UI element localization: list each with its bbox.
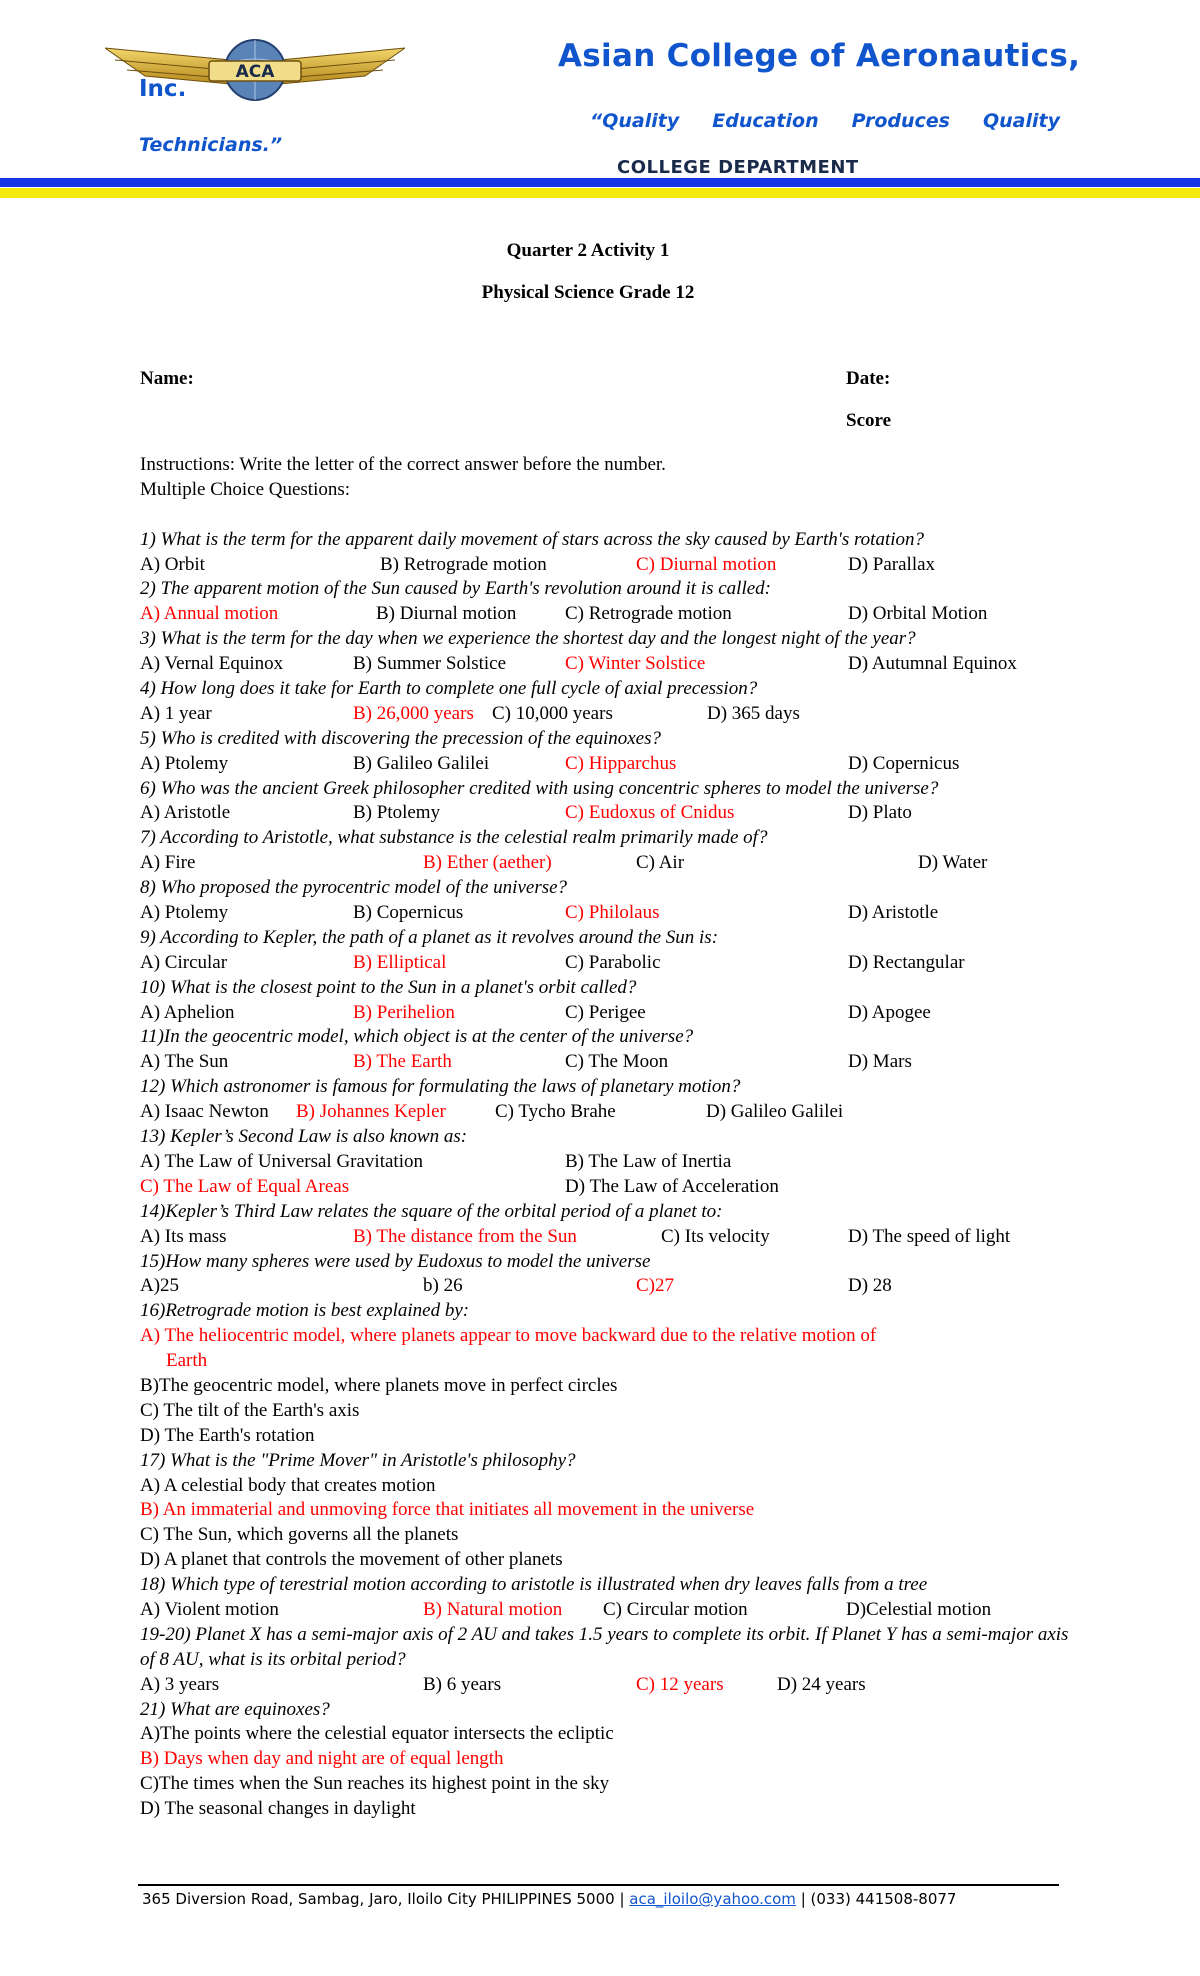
choices-12 [140,1100,1080,1125]
question-12: 12) Which astronomer is famous for formulating the laws of planetary motion? [140,1076,741,1098]
choice-a: A) Violent motion [140,1598,279,1620]
choice-a: A) A celestial body that creates motion [140,1474,436,1496]
choice-a: A) Ptolemy [140,752,229,774]
question-5: 5) Who is credited with discovering the precession of the equinoxes? [140,727,661,749]
header-band-blue [0,178,1200,187]
choice-b-correct: B) The Earth [353,1051,452,1073]
choice-a: A) Aphelion [140,1001,235,1023]
section-heading: Multiple Choice Questions: [140,478,351,500]
choices-13a [140,1150,1080,1175]
choices-3 [140,652,1080,677]
choices-9 [140,951,1080,976]
slogan-word: “Quality [590,110,680,132]
footer-email-link[interactable]: aca_iloilo@yahoo.com [629,1890,796,1908]
question-1: 1) What is the term for the apparent daily movement of stars across the sky caused by Earth's rotation? [140,528,925,550]
question-2: 2) The apparent motion of the Sun caused by Earth's revolution around it is called: [140,578,771,600]
choice-d: D)Celestial motion [846,1598,992,1620]
choice-d: D) The seasonal changes in daylight [140,1798,416,1820]
choice-a: A) Ptolemy [140,902,229,924]
question-17: 17) What is the "Prime Mover" in Aristotle's philosophy? [140,1449,576,1471]
choice-a-continuation: Earth [166,1350,208,1372]
choices-13b [140,1175,1080,1200]
choice-c: C) Circular motion [603,1598,748,1620]
question-7: 7) According to Aristotle, what substance is the celestial realm primarily made of? [140,827,768,849]
choice-b-correct: B) Natural motion [423,1598,563,1620]
choice-d: D) Copernicus [848,752,960,774]
choice-d: D) Parallax [848,553,936,575]
choices-15 [140,1274,1080,1299]
slogan-word: Education [712,110,819,132]
question-11: 11)In the geocentric model, which object is at the center of the universe? [140,1026,694,1048]
name-label: Name: [140,368,194,389]
question-9: 9) According to Kepler, the path of a planet as it revolves around the Sun is: [140,926,719,948]
choice-d: D) A planet that controls the movement of other planets [140,1549,563,1571]
choice-d: D) Plato [848,802,912,824]
question-19-20: 19-20) Planet X has a semi-major axis of 2 AU and takes 1.5 years to complete its orbit. If Planet Y has a semi-major axis of 8 AU, what is its orbital period? [140,1623,1069,1670]
choices-11 [140,1050,1080,1075]
choice-c-correct: C) Hipparchus [565,752,677,774]
choice-c-correct: C) Philolaus [565,902,660,924]
choice-b: B) Summer Solstice [353,653,507,675]
choice-d: D) Galileo Galilei [706,1101,844,1123]
choices-6 [140,801,1080,826]
footer [142,1890,956,1908]
choice-d: D) 28 [848,1275,892,1297]
choice-c: C) Perigee [565,1001,646,1023]
choices-19-20 [140,1673,1080,1698]
instructions: Instructions: Write the letter of the correct answer before the number. [140,454,666,475]
date-label: Date: [846,368,891,389]
choice-a: A) Its mass [140,1225,227,1247]
choice-d: D) 365 days [707,702,800,724]
choice-d: D) Autumnal Equinox [848,653,1017,675]
choice-b-correct: B) Days when day and night are of equal length [140,1748,504,1770]
department-label: COLLEGE DEPARTMENT [617,157,859,178]
choice-d: D) Aristotle [848,902,939,924]
choice-c: C)The times when the Sun reaches its highest point in the sky [140,1773,610,1795]
choice-c: C) 10,000 years [492,702,613,724]
choice-b: B) Retrograde motion [380,553,547,575]
choice-a: A) Aristotle [140,802,231,824]
slogan-word: Produces [851,110,950,132]
footer-phone: | (033) 441508-8077 [795,1890,957,1908]
choice-d: D) 24 years [777,1673,866,1695]
choice-c-correct: C) Winter Solstice [565,653,706,675]
choice-b-correct: B) Ether (aether) [423,852,552,874]
choice-c: C) Retrograde motion [565,603,732,625]
subject-title: Physical Science Grade 12 [481,282,695,303]
choices-10 [140,1001,1080,1026]
choice-b: B) 6 years [423,1673,502,1695]
choices-14 [140,1225,1080,1250]
question-10: 10) What is the closest point to the Sun in a planet's orbit called? [140,976,637,998]
question-6: 6) Who was the ancient Greek philosopher credited with using concentric spheres to model the universe? [140,777,939,799]
choice-c: C) Its velocity [661,1225,770,1247]
logo-text: ACA [235,62,275,82]
choice-b: B) Diurnal motion [376,603,517,625]
choice-d: D) The speed of light [848,1225,1011,1247]
slogan [590,110,1060,132]
question-4: 4) How long does it take for Earth to complete one full cycle of axial precession? [140,678,758,700]
choice-a: A)The points where the celestial equator intersects the ecliptic [140,1723,614,1745]
choice-d: D) Rectangular [848,951,965,973]
choice-a: A) Fire [140,852,196,874]
choice-a-correct: A) The heliocentric model, where planets appear to move backward due to the relative motion of [140,1325,877,1347]
choice-a: A) Isaac Newton [140,1101,269,1123]
choice-c: C) Tycho Brahe [495,1101,616,1123]
choice-b-correct: B) Perihelion [353,1001,455,1023]
question-3: 3) What is the term for the day when we experience the shortest day and the longest night of the year? [140,628,916,650]
choice-a: A) The Sun [140,1051,229,1073]
choice-a-correct: A) Annual motion [140,603,279,625]
choice-a: A) The Law of Universal Gravitation [140,1150,423,1172]
choice-a: A)25 [140,1275,180,1297]
choice-b-correct: B) An immaterial and unmoving force that initiates all movement in the universe [140,1499,755,1521]
choice-d: D) Water [918,852,988,874]
question-18: 18) Which type of terestrial motion according to aristotle is illustrated when dry leaves falls from a tree [140,1574,928,1596]
college-name: Asian College of Aeronautics, [558,38,1081,74]
question-8: 8) Who proposed the pyrocentric model of the universe? [140,877,568,899]
choice-b: b) 26 [423,1275,463,1297]
header-band-yellow [0,188,1200,198]
choice-c: C) The Sun, which governs all the planets [140,1524,459,1546]
choice-a: A) Circular [140,951,228,973]
choice-a: A) 3 years [140,1673,220,1695]
choices-2 [140,602,1080,627]
choice-c-correct: C)27 [636,1275,674,1297]
spacer [140,503,1080,528]
choices-1 [140,553,1080,578]
footer-address: 365 Diversion Road, Sambag, Jaro, Iloilo City PHILIPPINES 5000 | [142,1890,630,1908]
slogan-end: Technicians.” [139,134,283,156]
college-suffix: Inc. [139,76,187,102]
question-15: 15)How many spheres were used by Eudoxus to model the universe [140,1250,651,1272]
choice-a: A) 1 year [140,702,212,724]
choice-c: C) Parabolic [565,951,661,973]
score-label: Score [846,410,892,431]
choice-c-correct: C) Diurnal motion [636,553,777,575]
question-14: 14)Kepler’s Third Law relates the square of the orbital period of a planet to: [140,1200,723,1222]
choice-b: B)The geocentric model, where planets move in perfect circles [140,1374,618,1396]
choice-c-correct: C) The Law of Equal Areas [140,1175,350,1197]
choice-c-correct: C) 12 years [636,1673,724,1695]
choice-a: A) Orbit [140,553,205,575]
choices-18 [140,1598,1080,1623]
choice-d: D) The Law of Acceleration [565,1175,779,1197]
question-13: 13) Kepler’s Second Law is also known as: [140,1126,468,1148]
choice-c: C) The tilt of the Earth's axis [140,1399,360,1421]
choice-b-correct: B) The distance from the Sun [353,1225,577,1247]
questionnaire [140,453,1080,1822]
choice-b-correct: B) 26,000 years [353,702,474,724]
slogan-word: Quality [982,110,1060,132]
choice-b-correct: B) Johannes Kepler [296,1101,446,1123]
question-16: 16)Retrograde motion is best explained by: [140,1300,470,1322]
choice-d: D) Apogee [848,1001,931,1023]
choice-c: C) Air [636,852,685,874]
choice-d: D) Mars [848,1051,912,1073]
question-21: 21) What are equinoxes? [140,1698,330,1720]
choice-d: D) Orbital Motion [848,603,988,625]
choice-b: B) The Law of Inertia [565,1150,732,1172]
choice-c: C) The Moon [565,1051,669,1073]
choice-b: B) Galileo Galilei [353,752,490,774]
choice-b-correct: B) Elliptical [353,951,447,973]
choice-d: D) The Earth's rotation [140,1424,315,1446]
choice-a: A) Vernal Equinox [140,653,284,675]
choice-b: B) Ptolemy [353,802,441,824]
footer-rule [138,1884,1059,1886]
activity-title: Quarter 2 Activity 1 [506,240,670,261]
choices-4 [140,702,1080,727]
choices-7 [140,851,1080,876]
choices-8 [140,901,1080,926]
choices-5 [140,752,1080,777]
choice-b: B) Copernicus [353,902,464,924]
choice-c-correct: C) Eudoxus of Cnidus [565,802,735,824]
